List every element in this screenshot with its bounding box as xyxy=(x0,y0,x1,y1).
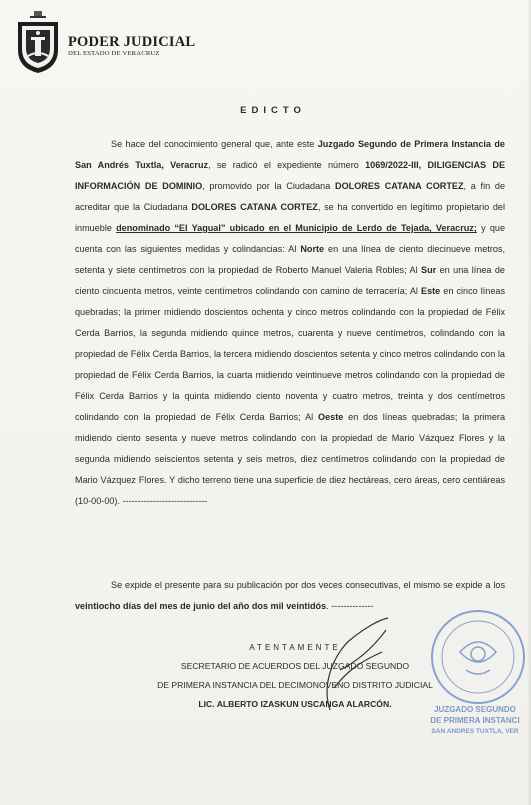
organization-header xyxy=(68,35,195,58)
document-title: EDICTO xyxy=(240,105,306,116)
stamp-line: SAN ANDRES TUXTLA, VER xyxy=(431,728,519,735)
body-text-segment: en dos líneas quebradas; la primera midiendo ciento sesenta y nueve metros colindando con la propiedad de Mario Vázquez Flores y la segunda midiendo seiscientos setenta y seis metros, diez centímetros colindando con la propiedad de Mario Vázquez Flores. Y dicho terreno tiene una superficie de diez hectáreas, cero áreas, cero centiáreas (10-00-00). ---------------------------- xyxy=(75,412,505,506)
edict-paragraph xyxy=(75,134,505,512)
property-location: denominado “El Yagual” ubicado en el Municipio de Lerdo de Tejada, Veracruz; xyxy=(116,223,477,233)
body-text-segment: Se hace del conocimiento general que, ante este xyxy=(111,139,318,149)
boundary-west: Oeste xyxy=(318,412,344,422)
signer-name: LIC. ALBERTO IZASKUN USCANGA ALARCÓN. xyxy=(198,699,392,709)
sign-off: ATENTAMENTE xyxy=(249,643,341,652)
body-text-segment: , a fin de acreditar que la Ciudadana xyxy=(75,181,505,212)
petitioner-name: DOLORES CATANA CORTEZ xyxy=(191,202,318,212)
org-name: PODER JUDICIAL xyxy=(68,34,196,50)
closing-text: . -------------- xyxy=(326,601,374,611)
signer-title-line: DE PRIMERA INSTANCIA DEL DECIMONOVENO DISTRITO JUDICIAL xyxy=(157,680,433,690)
boundary-east: Este xyxy=(421,286,441,296)
boundary-south: Sur xyxy=(421,265,437,275)
body-text-segment: en cinco líneas quebradas; la primer midiendo doscientos ochenta y cinco metros colindando con la propiedad de Félix Cerda Barrios, la segunda midiendo quince metros, cuarenta y nueve centímetros, colindando con la propiedad de Félix Cerda Barrios, la tercera midiendo doscientos setenta y cinco metros colindando con la propiedad de Félix Cerda Barrios, la cuarta midiendo veintinueve metros colindando con la propiedad de Félix Cerda Barrios y la quinta midiendo ciento noventa y cuatro metros, treinta y dos centímetros colindando con la propiedad de Félix Cerda Barrios; Al xyxy=(75,286,505,422)
poder-judicial-seal-icon xyxy=(12,10,64,74)
signer-title-line: SECRETARIO DE ACUERDOS DEL JUZGADO SEGUNDO xyxy=(180,661,410,671)
boundary-north: Norte xyxy=(300,244,325,254)
scan-edge xyxy=(527,0,531,805)
case-number: 1069/2022-III, DILIGENCIAS DE INFORMACIÓN DE DOMINIO xyxy=(75,160,506,191)
org-subtitle: DEL ESTADO DE VERACRUZ xyxy=(68,50,160,57)
court-name: Juzgado Segundo de Primera Instancia de San Andrés Tuxtla, Veracruz xyxy=(75,139,505,170)
stamp-line: DE PRIMERA INSTANCI xyxy=(430,716,520,725)
body-text-segment: y que cuenta con las siguientes medidas y colindancias: Al xyxy=(75,223,506,254)
body-text-segment: en una línea de ciento cincuenta metros, veinte centímetros colindando con camino de terracería; Al xyxy=(75,265,505,296)
body-text-segment: , se radicó el expediente número xyxy=(208,160,366,170)
body-text-segment: , promovido por la Ciudadana xyxy=(202,181,335,191)
stamp-line: JUZGADO SEGUNDO xyxy=(434,705,516,714)
petitioner-name: DOLORES CATANA CORTEZ xyxy=(335,181,464,191)
edict-body xyxy=(75,134,505,512)
body-text-segment: en una línea de ciento diecinueve metros, setenta y siete centímetros con la propiedad de Roberto Manuel Valeria Robles; Al xyxy=(75,244,506,275)
body-text-segment: , se ha convertido en legítimo propietario del inmueble xyxy=(75,202,505,233)
issue-date: veintiocho días del mes de junio del año dos mil veintidós xyxy=(75,601,327,611)
closing-text: Se expide el presente para su publicación por dos veces consecutivas, el mismo se expide a los xyxy=(111,580,505,590)
signature-block xyxy=(150,638,440,714)
